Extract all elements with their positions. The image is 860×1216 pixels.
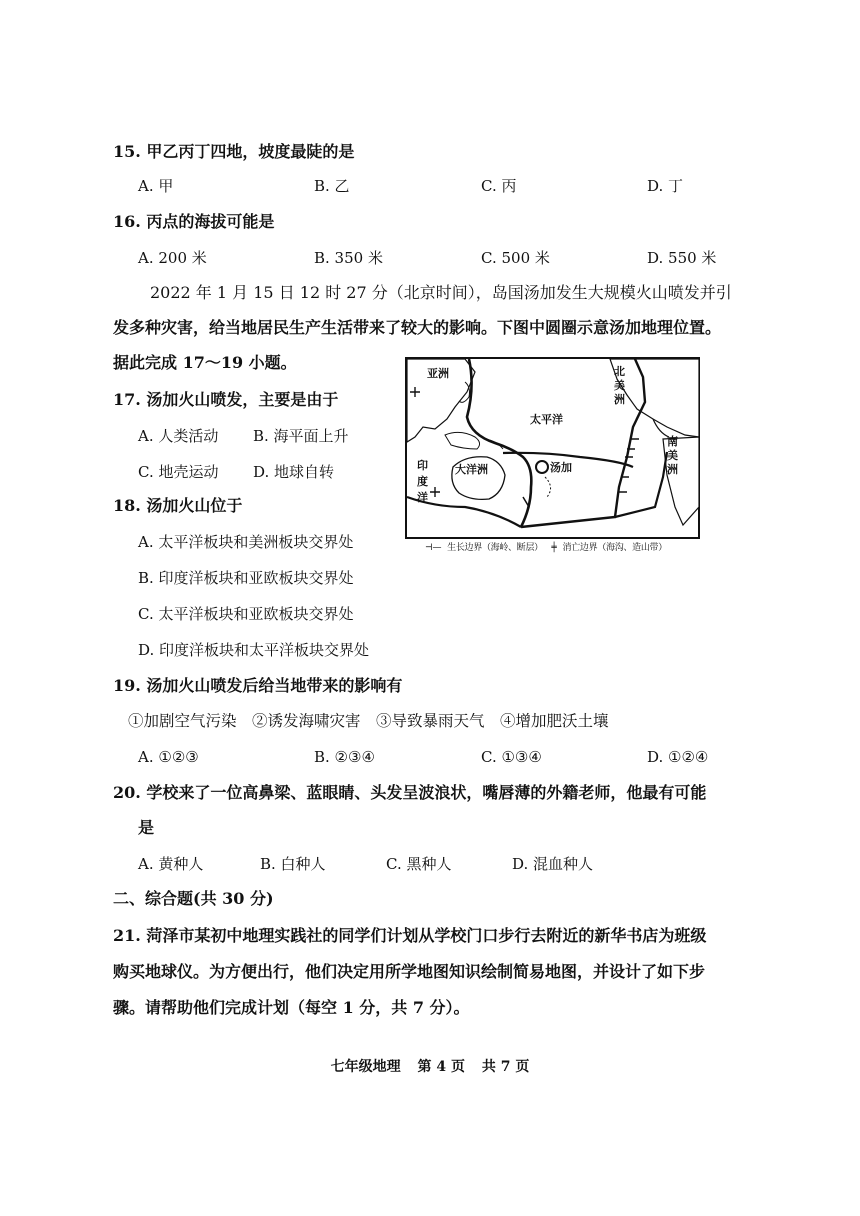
question-19-stem: 19. 汤加火山喷发后给当地带来的影响有 bbox=[113, 676, 403, 695]
q16-option-d: D. 550 米 bbox=[647, 249, 717, 267]
q20-option-b: B. 白种人 bbox=[260, 855, 326, 873]
south-america-label-2: 美 bbox=[667, 449, 678, 462]
q15-option-a: A. 甲 bbox=[138, 177, 174, 195]
footer-page: 第 4 页 bbox=[417, 1059, 465, 1075]
asia-label: 亚洲 bbox=[427, 367, 449, 380]
q18-option-d: D. 印度洋板块和太平洋板块交界处 bbox=[138, 641, 370, 659]
question-16-stem: 16. 丙点的海拔可能是 bbox=[113, 212, 275, 231]
north-america-label-3: 洲 bbox=[614, 393, 625, 406]
q17-option-d: D. 地球自转 bbox=[253, 463, 335, 481]
q17-option-b: B. 海平面上升 bbox=[253, 427, 349, 445]
question-20-stem-1: 20. 学校来了一位高鼻梁、蓝眼睛、头发呈波浪状，嘴唇薄的外籍老师，他最有可能 bbox=[113, 783, 707, 802]
q20-option-a: A. 黄种人 bbox=[138, 855, 204, 873]
q18-option-c: C. 太平洋板块和亚欧板块交界处 bbox=[138, 605, 354, 623]
page-footer bbox=[0, 1056, 860, 1076]
south-america-label-3: 洲 bbox=[667, 463, 678, 476]
south-america-label-1: 南 bbox=[667, 435, 678, 448]
q15-option-b: B. 乙 bbox=[314, 177, 350, 195]
footer-total: 共 7 页 bbox=[481, 1059, 530, 1075]
passage-line-2: 发多种灾害，给当地居民生产生活带来了较大的影响。下图中圆圈示意汤加地理位置。 bbox=[113, 318, 722, 337]
passage-line-3: 据此完成 17～19 小题。 bbox=[113, 353, 297, 372]
q19-option-c: C. ①③④ bbox=[481, 748, 542, 766]
q20-option-d: D. 混血种人 bbox=[512, 855, 594, 873]
section-2-title: 二、综合题(共 30 分) bbox=[113, 889, 274, 908]
legend-subducting-symbol: ╪ bbox=[551, 543, 557, 553]
tonga-label: 汤加 bbox=[550, 461, 572, 474]
q20-option-c: C. 黑种人 bbox=[386, 855, 452, 873]
north-america-label-2: 美 bbox=[614, 379, 625, 392]
q19-option-a: A. ①②③ bbox=[138, 748, 199, 766]
q16-option-c: C. 500 米 bbox=[481, 249, 550, 267]
q18-option-a: A. 太平洋板块和美洲板块交界处 bbox=[138, 533, 354, 551]
pacific-label: 太平洋 bbox=[530, 413, 563, 426]
q17-option-c: C. 地壳运动 bbox=[138, 463, 219, 481]
legend-growing-symbol: ⊣— bbox=[425, 543, 442, 553]
q16-option-a: A. 200 米 bbox=[138, 249, 207, 267]
question-20-stem-2: 是 bbox=[138, 818, 155, 837]
question-17-stem: 17. 汤加火山喷发，主要是由于 bbox=[113, 390, 339, 409]
indian-ocean-label-1: 印 bbox=[417, 459, 428, 472]
q19-option-b: B. ②③④ bbox=[314, 748, 375, 766]
map-legend bbox=[425, 540, 673, 553]
question-15-stem: 15. 甲乙丙丁四地，坡度最陡的是 bbox=[113, 142, 355, 161]
q15-option-c: C. 丙 bbox=[481, 177, 517, 195]
oceania-label: 大洋洲 bbox=[455, 463, 488, 476]
passage-line-1: 2022 年 1 月 15 日 12 时 27 分（北京时间），岛国汤加发生大规模火山喷发并引 bbox=[150, 283, 732, 302]
question-21-line-3: 骤。请帮助他们完成计划（每空 1 分，共 7 分）。 bbox=[113, 998, 470, 1017]
indian-ocean-label-2: 度 bbox=[417, 475, 428, 488]
q17-option-a: A. 人类活动 bbox=[138, 427, 219, 445]
pacific-plates-map bbox=[405, 357, 700, 539]
question-21-line-2: 购买地球仪。为方便出行，他们决定用所学地图知识绘制简易地图，并设计了如下步 bbox=[113, 962, 706, 981]
north-america-label-1: 北 bbox=[614, 365, 625, 378]
tonga-marker bbox=[536, 461, 548, 473]
q16-option-b: B. 350 米 bbox=[314, 249, 383, 267]
q18-option-b: B. 印度洋板块和亚欧板块交界处 bbox=[138, 569, 354, 587]
q15-option-d: D. 丁 bbox=[647, 177, 684, 195]
question-21-line-1: 21. 菏泽市某初中地理实践社的同学们计划从学校门口步行去附近的新华书店为班级 bbox=[113, 926, 707, 945]
q19-items: ①加剧空气污染 ②诱发海啸灾害 ③导致暴雨天气 ④增加肥沃土壤 bbox=[128, 712, 609, 730]
legend-growing-label: 生长边界（海岭、断层） bbox=[447, 543, 543, 553]
indian-ocean-label-3: 洋 bbox=[417, 491, 428, 504]
footer-subject: 七年级地理 bbox=[330, 1059, 401, 1075]
legend-subducting-label: 消亡边界（海沟、造山带） bbox=[562, 543, 667, 553]
q19-option-d: D. ①②④ bbox=[647, 748, 709, 766]
question-18-stem: 18. 汤加火山位于 bbox=[113, 496, 243, 515]
